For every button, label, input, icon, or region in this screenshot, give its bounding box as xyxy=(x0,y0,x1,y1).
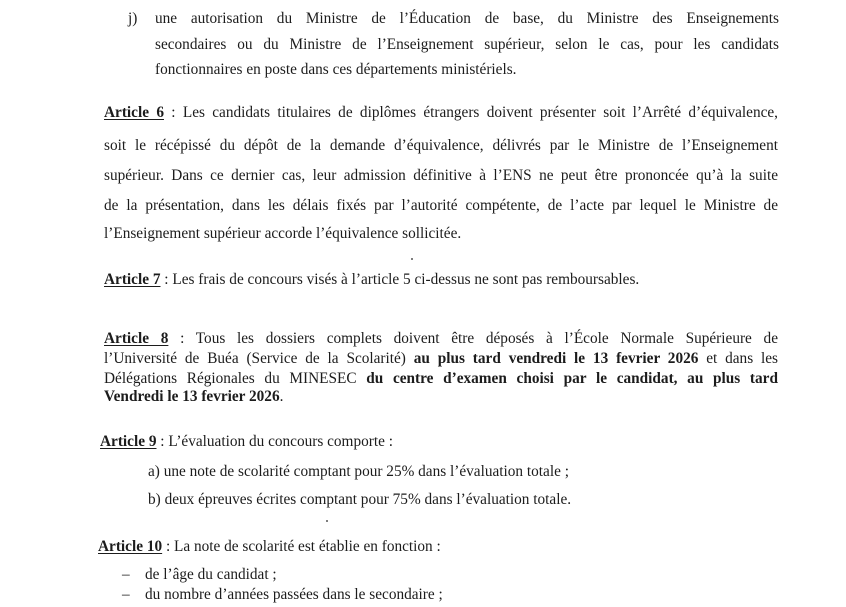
article-8-line-2-a: l’Université de Buéa (Service de la Scolarité) xyxy=(104,350,414,367)
article-10-item-1: de l’âge du candidat ; xyxy=(145,566,277,583)
article-6-line-4: de la présentation, dans les délais fixés par l’autorité compétente, de l’acte par lequel le Ministre de xyxy=(104,197,778,214)
article-6-line-3: supérieur. Dans ce dernier cas, leur admission définitive à l’ENS ne peut être prononcée qu’à la suite xyxy=(104,167,778,184)
article-9-item-a: a) une note de scolarité comptant pour 25% dans l’évaluation totale ; xyxy=(148,463,569,480)
article-9-item-b: b) deux épreuves écrites comptant pour 75% dans l’évaluation totale. xyxy=(148,491,572,508)
article-7-text: : Les frais de concours visés à l’article 5 ci-dessus ne sont pas remboursables. xyxy=(160,271,640,288)
article-8-line-4-b: . xyxy=(279,388,284,405)
item-j-marker: j) xyxy=(128,10,138,27)
article-6-line-5: l’Enseignement supérieur accorde l’équivalence sollicitée. xyxy=(104,225,462,242)
article-8-line-2-c: et dans les xyxy=(698,350,778,367)
article-10-item-1-dash: – xyxy=(122,566,130,583)
article-8-line-3-a: Délégations Régionales du MINESEC xyxy=(104,370,367,387)
scan-speck xyxy=(411,258,413,260)
article-10-intro: : La note de scolarité est établie en fonction : xyxy=(162,538,441,555)
article-8-deadline-1: au plus tard vendredi le 13 fevrier 2026 xyxy=(413,350,699,367)
article-10-item-2-dash: – xyxy=(122,586,130,603)
article-10 xyxy=(98,537,441,557)
article-7 xyxy=(104,270,639,290)
article-6-line-2: soit le récépissé du dépôt de la demande d’équivalence, délivrés par le Ministre de l’Enseignement xyxy=(104,137,778,154)
article-10-label: Article 10 xyxy=(98,538,163,555)
article-9 xyxy=(100,432,393,452)
article-8-line-1 xyxy=(104,329,778,349)
item-j-line-2: secondaires ou du Ministre de l’Enseignement supérieur, selon le cas, pour les candidats xyxy=(155,36,779,53)
article-8-line-2 xyxy=(104,349,778,369)
article-6-line-1 xyxy=(104,103,778,123)
article-8-line-1-text: : Tous les dossiers complets doivent être déposés à l’École Normale Supérieure de xyxy=(168,330,778,347)
article-10-item-2: du nombre d’années passées dans le secondaire ; xyxy=(145,586,443,603)
scan-speck xyxy=(326,520,328,522)
article-6-label: Article 6 xyxy=(104,104,164,121)
article-8-label: Article 8 xyxy=(104,330,169,347)
article-8-line-3 xyxy=(104,369,778,389)
article-9-intro: : L’évaluation du concours comporte : xyxy=(156,433,393,450)
article-8-exam-centre: du centre d’examen choisi par le candidat, au plus tard xyxy=(366,370,778,387)
article-8-deadline-2: Vendredi le 13 fevrier 2026 xyxy=(104,388,280,405)
article-6-line-1-text: : Les candidats titulaires de diplômes étrangers doivent présenter soit l’Arrêté d’équivalence, xyxy=(163,104,779,121)
item-j-line-3: fonctionnaires en poste dans ces départements ministériels. xyxy=(155,61,517,78)
article-7-label: Article 7 xyxy=(104,271,161,288)
item-j-line-1: une autorisation du Ministre de l’Éducation de base, du Ministre des Enseignements xyxy=(155,10,779,27)
article-8-line-4 xyxy=(104,387,283,407)
article-9-label: Article 9 xyxy=(100,433,157,450)
